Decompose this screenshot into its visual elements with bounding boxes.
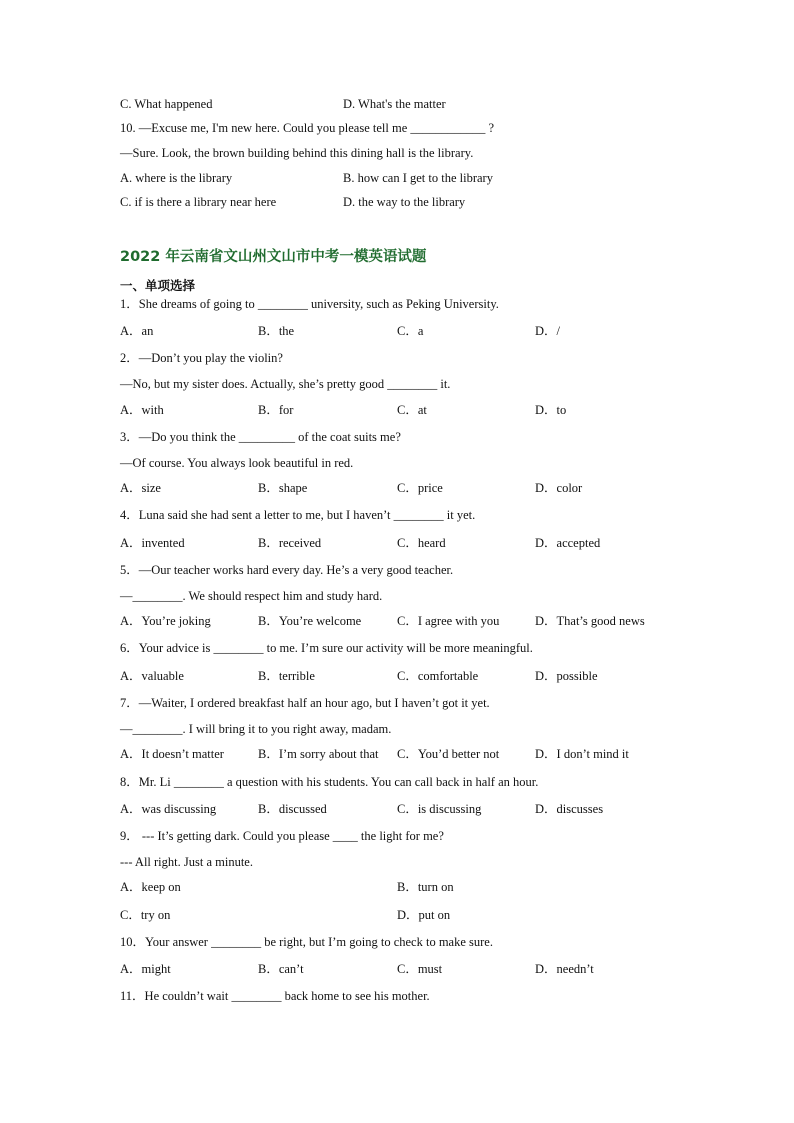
option-c: C. What happened — [120, 97, 213, 111]
question-5-stem: 5．—Our teacher works hard every day. He’s a very good teacher. — [120, 563, 454, 577]
question-5-reply: —________. We should respect him and study hard. — [120, 589, 383, 603]
option-a: A．valuable — [120, 669, 184, 683]
option-c: C．You’d better not — [397, 747, 500, 761]
option-d: D．discusses — [535, 802, 604, 816]
option-b: B．for — [258, 403, 294, 417]
option-d: D．/ — [535, 324, 561, 338]
option-b: B．terrible — [258, 669, 315, 683]
option-a: A．It doesn’t matter — [120, 747, 224, 761]
question-3-options — [120, 480, 720, 496]
option-b: B．I’m sorry about that — [258, 747, 379, 761]
option-c: C．at — [397, 403, 427, 417]
option-c: C．must — [397, 962, 443, 976]
option-a: A．invented — [120, 536, 185, 550]
question-9-options-row2 — [120, 907, 720, 923]
question-6-options — [120, 668, 720, 684]
question-4-options — [120, 535, 720, 551]
option-b: B．received — [258, 536, 322, 550]
option-a: A．might — [120, 962, 171, 976]
option-d: D．possible — [535, 669, 598, 683]
option-d: D．needn’t — [535, 962, 594, 976]
option-d: D．I don’t mind it — [535, 747, 629, 761]
question-2-reply: —No, but my sister does. Actually, she’s pretty good ________ it. — [120, 377, 451, 391]
exam-title: 2022 年云南省文山州文山市中考一模英语试题 — [120, 249, 427, 265]
question-7-options — [120, 746, 720, 762]
option-b: B．shape — [258, 481, 308, 495]
question-2-stem: 2．—Don’t you play the violin? — [120, 351, 283, 365]
option-b: B．turn on — [397, 880, 454, 894]
option-d: D．put on — [397, 908, 451, 922]
prev-q10-options-row2 — [120, 194, 720, 210]
option-c: C．a — [397, 324, 424, 338]
option-b: B. how can I get to the library — [343, 171, 493, 185]
option-c: C．I agree with you — [397, 614, 500, 628]
prev-q10-options-row1 — [120, 170, 720, 186]
option-a: A．keep on — [120, 880, 181, 894]
option-a: A．You’re joking — [120, 614, 211, 628]
option-d: D. the way to the library — [343, 195, 466, 209]
question-4-stem: 4．Luna said she had sent a letter to me, but I haven’t ________ it yet. — [120, 508, 476, 522]
question-1-options — [120, 323, 720, 339]
question-10-options — [120, 961, 720, 977]
option-d: D．to — [535, 403, 567, 417]
option-d: D. What's the matter — [343, 97, 446, 111]
question-9-stem: 9． --- It’s getting dark. Could you please ____ the light for me? — [120, 829, 444, 843]
option-b: B．the — [258, 324, 295, 338]
question-3-reply: —Of course. You always look beautiful in red. — [120, 456, 354, 470]
option-c: C．try on — [120, 908, 171, 922]
question-5-options — [120, 613, 720, 629]
option-c: C. if is there a library near here — [120, 195, 277, 209]
question-2-options — [120, 402, 720, 418]
section-heading: 一、单项选择 — [120, 278, 196, 293]
question-stem: 10. —Excuse me, I'm new here. Could you please tell me ____________ ? — [120, 121, 495, 135]
question-8-stem: 8．Mr. Li ________ a question with his students. You can call back in half an hour. — [120, 775, 539, 789]
option-a: A. where is the library — [120, 171, 233, 185]
question-reply: —Sure. Look, the brown building behind this dining hall is the library. — [120, 146, 474, 160]
option-b: B．You’re welcome — [258, 614, 362, 628]
option-c: C．is discussing — [397, 802, 482, 816]
option-a: A．with — [120, 403, 164, 417]
option-b: B．can’t — [258, 962, 304, 976]
question-6-stem: 6．Your advice is ________ to me. I’m sure our activity will be more meaningful. — [120, 641, 533, 655]
option-c: C．comfortable — [397, 669, 479, 683]
question-8-options — [120, 801, 720, 817]
option-b: B．discussed — [258, 802, 327, 816]
option-a: A．was discussing — [120, 802, 217, 816]
question-9-reply: --- All right. Just a minute. — [120, 855, 253, 869]
question-10-stem: 10．Your answer ________ be right, but I’m going to check to make sure. — [120, 935, 493, 949]
question-1-stem: 1．She dreams of going to ________ university, such as Peking University. — [120, 297, 499, 311]
option-a: A．size — [120, 481, 161, 495]
question-9-options-row1 — [120, 879, 720, 895]
option-d: D．That’s good news — [535, 614, 645, 628]
option-c: C．heard — [397, 536, 446, 550]
option-c: C．price — [397, 481, 443, 495]
question-7-reply: —________. I will bring it to you right away, madam. — [120, 722, 392, 736]
option-a: A．an — [120, 324, 154, 338]
question-11-stem: 11．He couldn’t wait ________ back home to see his mother. — [120, 989, 430, 1003]
option-d: D．accepted — [535, 536, 601, 550]
prev-q9-options — [120, 96, 720, 112]
question-3-stem: 3．—Do you think the _________ of the coat suits me? — [120, 430, 401, 444]
question-7-stem: 7．—Waiter, I ordered breakfast half an hour ago, but I haven’t got it yet. — [120, 696, 490, 710]
option-d: D．color — [535, 481, 583, 495]
